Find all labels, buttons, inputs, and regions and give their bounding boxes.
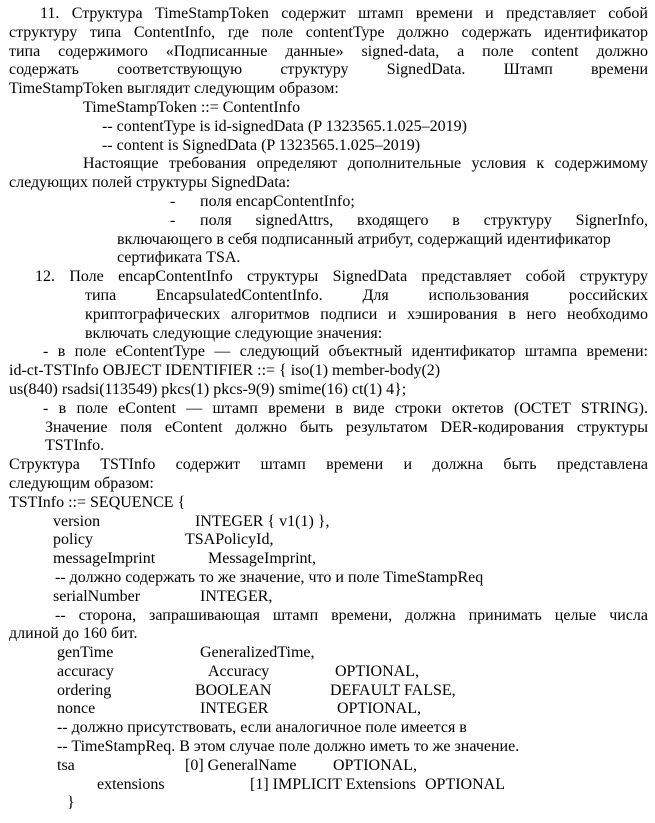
field-name: version [53, 512, 101, 530]
field-name: accuracy [57, 662, 114, 680]
paragraph-line: типа содержимого «Подписанные данные» signed-data, а поле content должно [9, 42, 648, 60]
field-name: genTime [57, 644, 114, 662]
field-type: TSAPolicyId, [185, 531, 274, 549]
paragraph-line: 12. Поле encapContentInfo структуры SignedData представляет собой структуру [35, 268, 648, 286]
field-type: [1] IMPLICIT Extensions [250, 775, 416, 793]
paragraph-line: сертификата TSA. [117, 249, 241, 267]
paragraph-line: следующим образом: [9, 474, 154, 492]
code-line [9, 588, 648, 607]
field-type: MessageImprint, [208, 550, 316, 568]
field-qualifier: OPTIONAL, [335, 662, 419, 680]
field-name: nonce [57, 700, 96, 718]
paragraph-line: содержать соответствующую структуру SignedData. Штамп времени [9, 61, 648, 79]
comment-line: -- contentType is id-signedData (P 1323565.1.025–2019) [102, 117, 467, 135]
field-name: policy [53, 531, 93, 549]
code-line: } [67, 794, 75, 812]
code-line [9, 531, 648, 550]
paragraph-line: типа EncapsulatedContentInfo. Для использования российских [85, 286, 648, 304]
field-type: Accuracy [208, 662, 270, 680]
field-type: INTEGER { v1(1) }, [195, 512, 330, 530]
bullet-text: поля encapContentInfo; [200, 192, 355, 210]
comment-line: -- сторона, запрашивающая штамп времени, должна принимать целые числа [55, 606, 648, 624]
field-name: serialNumber [53, 587, 141, 605]
comment-line: -- TimeStampReq. В этом случае поле должно иметь то же значение. [57, 738, 520, 756]
field-type: BOOLEAN [195, 681, 272, 699]
field-qualifier: DEFAULT FALSE, [330, 681, 456, 699]
code-line: TSTInfo ::= SEQUENCE { [9, 493, 186, 511]
paragraph-line: TimeStampToken выглядит следующим образом: [9, 80, 339, 98]
field-name: extensions [97, 775, 165, 793]
paragraph-line: TSTInfo. [45, 437, 105, 455]
paragraph-line: - в поле eContentType — следующий объектный идентификатор штампа времени: [43, 343, 648, 361]
paragraph-line: - в поле eContent — штамп времени в виде строки октетов (OCTET STRING). [43, 399, 648, 417]
paragraph-line: криптографических алгоритмов подписи и хэширования в него необходимо [85, 305, 648, 323]
bullet-dash: - [170, 211, 176, 229]
field-type: [0] GeneralName [185, 756, 297, 774]
paragraph-line: следующих полей структуры SignedData: [9, 174, 291, 192]
code-line [9, 757, 648, 776]
field-name: tsa [57, 756, 75, 774]
code-line: id-ct-TSTInfo OBJECT IDENTIFIER ::= { iso(1) member-body(2) [9, 362, 441, 380]
field-type: GeneralizedTime, [200, 644, 315, 662]
paragraph-line: включать следующие следующие значения: [85, 324, 383, 342]
comment-line: -- должно присутствовать, если аналогичное поле имеется в [57, 719, 467, 737]
field-name: ordering [57, 681, 112, 699]
bullet-item [9, 193, 648, 212]
bullet-text: поля signedAttrs, входящего в структуру SignerInfo, [200, 211, 648, 229]
code-line [9, 663, 648, 682]
field-type: INTEGER, [200, 587, 273, 605]
code-line: TimeStampToken ::= ContentInfo [83, 98, 301, 116]
paragraph-line: включающего в себя подписанный атрибут, содержащий идентификатор [117, 230, 611, 248]
code-line [9, 682, 648, 701]
bullet-dash: - [170, 192, 176, 210]
comment-line: -- должно содержать то же значение, что и поле TimeStampReq [55, 568, 484, 586]
field-qualifier: OPTIONAL [425, 775, 505, 793]
field-name: messageImprint [53, 550, 156, 568]
paragraph-line: Настоящие требования определяют дополнительные условия к содержимому [83, 155, 648, 173]
paragraph-line: Значение поля eContent должно быть результатом DER-кодирования структуры [45, 418, 648, 436]
field-qualifier: OPTIONAL, [337, 700, 421, 718]
paragraph-line: 11. Структура TimeStampToken содержит штамп времени и представляет собой [40, 5, 648, 22]
code-line [9, 513, 648, 532]
comment-line: -- content is SignedData (P 1323565.1.025–2019) [102, 136, 421, 154]
field-type: INTEGER [200, 700, 269, 718]
code-line [9, 644, 648, 663]
code-line [9, 776, 648, 795]
field-qualifier: OPTIONAL, [333, 756, 417, 774]
code-line [9, 700, 648, 719]
comment-line: длиной до 160 бит. [9, 625, 138, 643]
code-line [9, 550, 648, 569]
paragraph-line: Структура TSTInfo содержит штамп времени и должна быть представлена [9, 456, 648, 474]
code-line: us(840) rsadsi(113549) pkcs(1) pkcs-9(9) smime(16) ct(1) 4}; [9, 380, 407, 398]
bullet-item [9, 212, 648, 231]
paragraph-line: структуру типа ContentInfo, где поле contentType должно содержать идентификатор [9, 23, 648, 41]
